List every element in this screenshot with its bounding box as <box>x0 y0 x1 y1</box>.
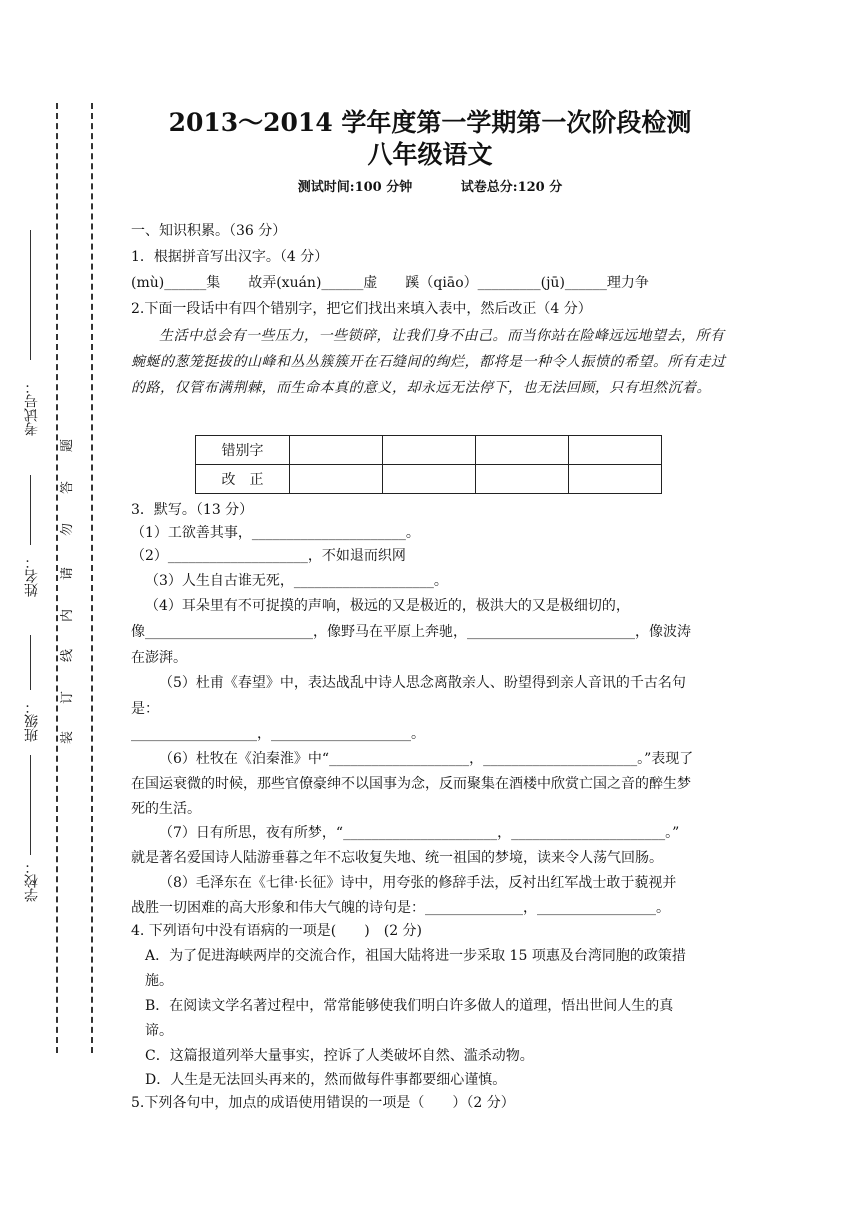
q3-line-6c: 死的生活。 <box>131 801 201 817</box>
q3-line-6b: 在国运衰微的时候，那些官僚豪绅不以国事为念，反而聚集在酒楼中欣赏亡国之音的醉生梦 <box>131 776 691 792</box>
answer-cell[interactable] <box>290 436 383 465</box>
seal-char: 请 <box>60 566 76 581</box>
answer-cell[interactable] <box>290 465 383 494</box>
table-row <box>196 436 662 465</box>
answer-cell[interactable] <box>476 465 569 494</box>
exam-number-blank <box>30 230 31 360</box>
exam-time: 测试时间:100 分钟 <box>297 180 413 195</box>
q4-stem: 4. 下列语句中没有语病的一项是( ) (2 分) <box>131 923 423 939</box>
q3-line-8b: 战胜一切困难的高大形象和伟大气魄的诗句是：______________，_________________。 <box>131 900 670 916</box>
q2-passage: 生活中总会有一些压力，一些锁碎，让我们身不由己。而当你站在险峰远远地望去，所有蜿蜒的葱笼挺拔的山峰和丛丛簇簇开在石缝间的绚烂，都将是一种令人振愤的希望。所有走过的路，仅管布满荆棘，而生命本真的意义，却永远无法停下，也无法回顾，只有坦然沉着。 <box>131 328 726 396</box>
seal-char: 答 <box>60 480 76 495</box>
q3-line-1: （1）工欲善其事，______________________。 <box>131 525 420 541</box>
q3-line-2: （2）____________________，不如退而织网 <box>131 548 406 564</box>
seal-text <box>60 424 84 467</box>
exam-info <box>0 176 860 195</box>
seal-text <box>60 676 84 719</box>
q3-line-6a: （6）杜牧在《泊秦淮》中“____________________，______________________。”表现了 <box>159 751 694 767</box>
q3-stem: 3．默写。（13 分） <box>131 502 254 518</box>
seal-char: 内 <box>60 608 76 623</box>
q3-line-5c: __________________，____________________。 <box>131 726 425 742</box>
class-label: 班级： <box>24 700 40 742</box>
table-header-cell: 改 正 <box>196 465 290 494</box>
name-blank <box>30 475 31 545</box>
q4-option-a: A．为了促进海峡两岸的交流合作，祖国大陆将进一步采取 15 项惠及台湾同胞的政策措 <box>145 948 686 964</box>
answer-cell[interactable] <box>569 465 662 494</box>
q3-line-4a: （4）耳朵里有不可捉摸的声响，极远的又是极近的，极洪大的又是极细切的， <box>145 598 630 614</box>
exam-subtitle: 八年级语文 <box>367 140 493 169</box>
q3-line-5b: 是： <box>131 701 159 717</box>
answer-cell[interactable] <box>383 436 476 465</box>
q4-option-c: C．这篇报道列举大量事实，控诉了人类破坏自然、滥杀动物。 <box>145 1048 534 1064</box>
seal-char: 题 <box>60 438 76 453</box>
seal-text <box>60 466 84 509</box>
school-label: 学校： <box>24 860 40 902</box>
seal-char: 线 <box>60 648 76 663</box>
seal-text <box>60 716 84 759</box>
q1-stem: 1．根据拼音写出汉字。（4 分） <box>131 249 329 265</box>
seal-text <box>60 552 84 595</box>
q4-option-a-cont: 施。 <box>145 973 173 989</box>
name-label: 姓名： <box>24 555 40 597</box>
q3-line-4c: 在澎湃。 <box>131 650 187 666</box>
table-row <box>196 465 662 494</box>
seal-text <box>60 594 84 637</box>
seal-char: 订 <box>60 690 76 705</box>
answer-cell[interactable] <box>569 436 662 465</box>
seal-char: 装 <box>60 730 76 745</box>
q4-option-b: B．在阅读文学名著过程中，常常能够使我们明白许多做人的道理，悟出世间人生的真 <box>145 998 674 1014</box>
exam-title: 2013～2014 学年度第一学期第一次阶段检测 <box>168 108 692 137</box>
answer-cell[interactable] <box>476 436 569 465</box>
q1-line: (mù)______集 故弄(xuán)______虚 蹊（qiāo）_________(jū)______理力争 <box>131 275 649 291</box>
q2-stem: 2.下面一段话中有四个错别字，把它们找出来填入表中，然后改正（4 分） <box>131 301 592 317</box>
q3-line-7b: 就是著名爱国诗人陆游垂暮之年不忘收复失地、统一祖国的梦境，读来令人荡气回肠。 <box>131 850 663 866</box>
q3-line-7a: （7）日有所思，夜有所梦，“______________________，______________________。” <box>159 825 680 841</box>
exam-score: 试卷总分:120 分 <box>460 180 563 195</box>
table-header-cell: 错别字 <box>196 436 290 465</box>
seal-char: 勿 <box>60 522 76 537</box>
q3-line-4b: 像________________________，像野马在平原上奔驰，________________________，像波涛 <box>131 624 691 640</box>
error-table <box>195 435 662 494</box>
class-blank <box>30 635 31 690</box>
q3-line-5a: （5）杜甫《春望》中，表达战乱中诗人思念离散亲人、盼望得到亲人音讯的千古名句 <box>159 675 686 691</box>
q4-option-b-cont: 谛。 <box>145 1023 173 1039</box>
seal-text <box>60 634 84 677</box>
q5-stem: 5.下列各句中，加点的成语使用错误的一项是（ ）（2 分） <box>131 1095 515 1111</box>
q3-line-8a: （8）毛泽东在《七律·长征》诗中，用夸张的修辞手法，反衬出红军战士敢于藐视并 <box>159 875 677 891</box>
exam-number-label: 考试号： <box>24 380 40 436</box>
q4-option-d: D．人生是无法回头再来的，然而做每件事都要细心谨慎。 <box>145 1072 507 1088</box>
school-blank <box>30 755 31 855</box>
seal-text <box>60 508 84 551</box>
section-heading: 一、知识积累。（36 分） <box>131 223 287 239</box>
answer-cell[interactable] <box>383 465 476 494</box>
q3-line-3: （3）人生自古谁无死，____________________。 <box>145 573 448 589</box>
